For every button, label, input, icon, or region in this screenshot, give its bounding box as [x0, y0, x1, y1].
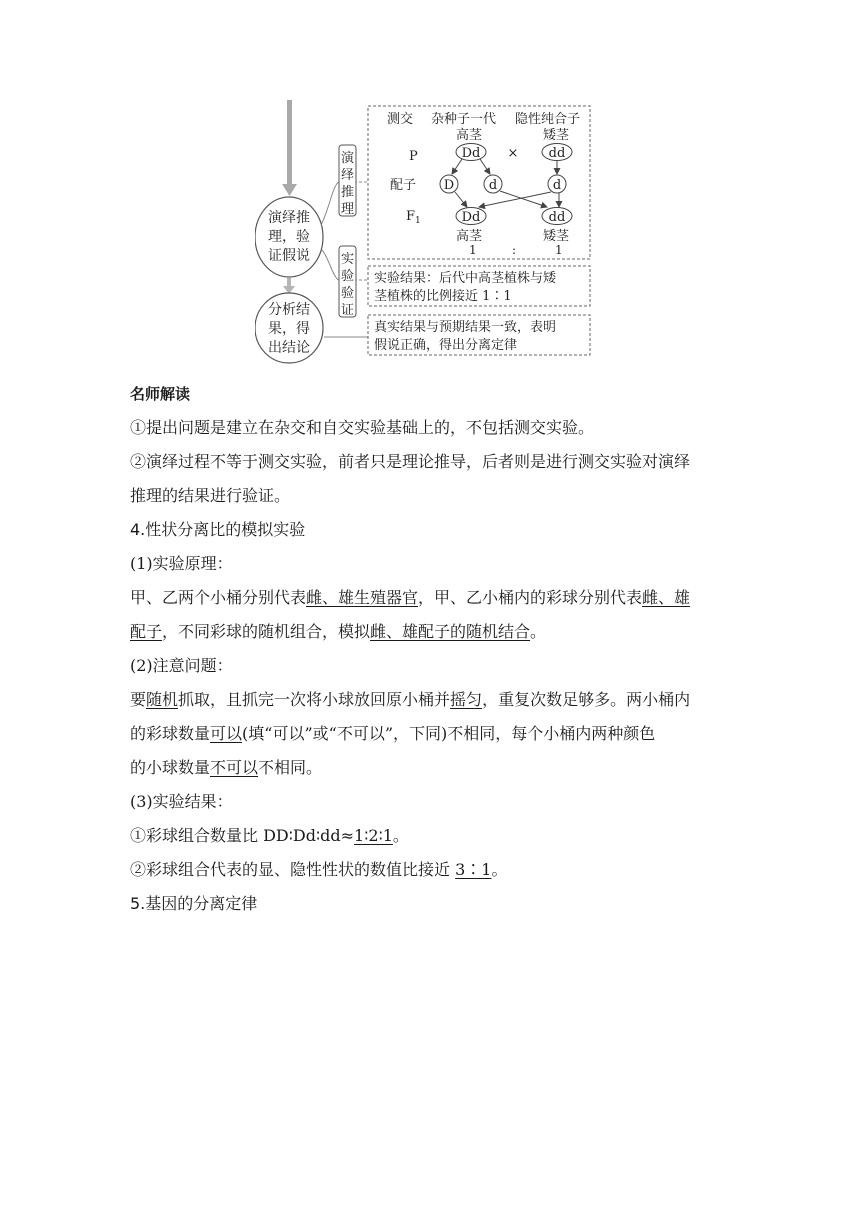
svg-text:实: 实 — [340, 252, 355, 267]
page-content — [130, 377, 740, 921]
svg-text:演: 演 — [340, 151, 355, 166]
step-conclusion-ellipse — [255, 293, 323, 363]
pheno-tall-top: 高茎 — [456, 128, 483, 143]
label-f1: $F_1$ — [406, 209, 421, 226]
label-hybrid: 杂种子一代 — [431, 112, 497, 127]
result-1: ①彩球组合数量比 DD∶Dd∶dd≈1∶2∶1。 — [130, 826, 409, 845]
step3-line3: 证假说 — [268, 248, 310, 264]
result-box — [368, 266, 590, 306]
testcross-box — [368, 106, 590, 259]
label-recessive: 隐性纯合子 — [515, 112, 581, 127]
principle-line2: 配子，不同彩球的随机组合，模拟雌、雄配子的随机结合。 — [130, 622, 547, 641]
times-sign: × — [507, 146, 519, 161]
subtitle-notes: (2)注意问题： — [130, 656, 233, 675]
conclusion-line2: 假说正确，得出分离定律 — [374, 338, 518, 353]
section-heading-expert-notes: 名师解读 — [130, 385, 191, 403]
subtitle-principle: (1)实验原理： — [130, 554, 233, 573]
label-gamete: 配子 — [390, 178, 417, 193]
notes-line3: 的小球数量不可以不相同。 — [130, 758, 323, 777]
step4-line2: 果，得 — [268, 321, 310, 337]
svg-text:绎: 绎 — [340, 168, 355, 183]
conclusion-line1: 真实结果与预期结果一致，表明 — [374, 320, 557, 335]
ratio-colon: : — [512, 243, 517, 257]
answer-blank: 随机 — [146, 690, 179, 709]
note-1: ①提出问题是建立在杂交和自交实验基础上的，不包括测交实验。 — [130, 418, 595, 437]
note-2-line2: 推理的结果进行验证。 — [130, 486, 291, 505]
gamete-d-left: d — [488, 178, 498, 193]
svg-text:验: 验 — [340, 269, 355, 284]
step3-line2: 理，验 — [268, 229, 310, 245]
svg-text:验: 验 — [340, 286, 355, 301]
answer-blank: 雌、雄配子的随机结合 — [370, 622, 531, 641]
conclusion-box — [368, 315, 590, 355]
note-2-line1: ②演绎过程不等于测交实验，前者只是理论推导，后者则是进行测交实验对演绎 — [130, 452, 691, 471]
pheno-dwarf-bottom: 矮茎 — [543, 229, 570, 244]
svg-text:证: 证 — [340, 303, 355, 318]
tag-verification — [339, 246, 356, 318]
flow-arrow-down — [282, 100, 297, 196]
gamete-d-right: d — [552, 178, 562, 193]
svg-text:理: 理 — [340, 202, 355, 217]
genotype-f1-dd: dd — [548, 210, 566, 225]
principle-line1: 甲、乙两个小桶分别代表雌、雄生殖器官，甲、乙小桶内的彩球分别代表雌、雄 — [130, 588, 691, 607]
flow-arrow-small — [283, 278, 295, 294]
result-line2: 茎植株的比例接近 1∶1 — [374, 289, 512, 304]
answer-blank: 1∶2∶1 — [354, 826, 393, 845]
notes-line1: 要随机抓取，且抓完一次将小球放回原小桶并摇匀，重复次数足够多。两小桶内 — [130, 690, 691, 709]
answer-blank: 配子 — [130, 622, 163, 641]
result-2: ②彩球组合代表的显、隐性性状的数值比接近 3∶1。 — [130, 860, 508, 879]
gamete-D: D — [443, 178, 455, 193]
ratio-left: 1 — [469, 243, 477, 257]
label-testcross: 测交 — [387, 112, 414, 127]
step4-line3: 出结论 — [268, 340, 310, 356]
answer-blank: 可以 — [210, 724, 243, 743]
answer-blank: 3∶1 — [455, 860, 492, 879]
subtitle-results: (3)实验结果： — [130, 792, 233, 811]
answer-blank: 雌、雄 — [642, 588, 691, 607]
genotype-f1-Dd: Dd — [461, 210, 481, 225]
section-title-5: 5.基因的分离定律 — [130, 894, 258, 913]
step-deduction-ellipse — [255, 197, 323, 277]
tag-deduction — [339, 145, 356, 217]
section-title-4: 4.性状分离比的模拟实验 — [130, 520, 306, 539]
step4-line1: 分析结 — [268, 302, 310, 318]
result-line1: 实验结果：后代中高茎植株与矮 — [374, 271, 557, 286]
pheno-dwarf-top: 矮茎 — [543, 128, 570, 143]
genotype-p-Dd: Dd — [461, 146, 481, 161]
testcross-diagram — [255, 100, 600, 375]
answer-blank: 雌、雄生殖器官 — [306, 588, 419, 607]
notes-line2: 的彩球数量可以(填“可以”或“不可以”，下同)不相同，每个小桶内两种颜色 — [130, 724, 656, 743]
step3-line1: 演绎推 — [268, 210, 310, 226]
ratio-right: 1 — [555, 243, 563, 257]
answer-blank: 摇匀 — [450, 690, 483, 709]
pheno-tall-bottom: 高茎 — [456, 229, 483, 244]
genotype-p-dd: dd — [548, 146, 566, 161]
answer-blank: 不可以 — [210, 758, 259, 777]
label-p: P — [409, 149, 418, 164]
svg-text:推: 推 — [340, 185, 355, 200]
